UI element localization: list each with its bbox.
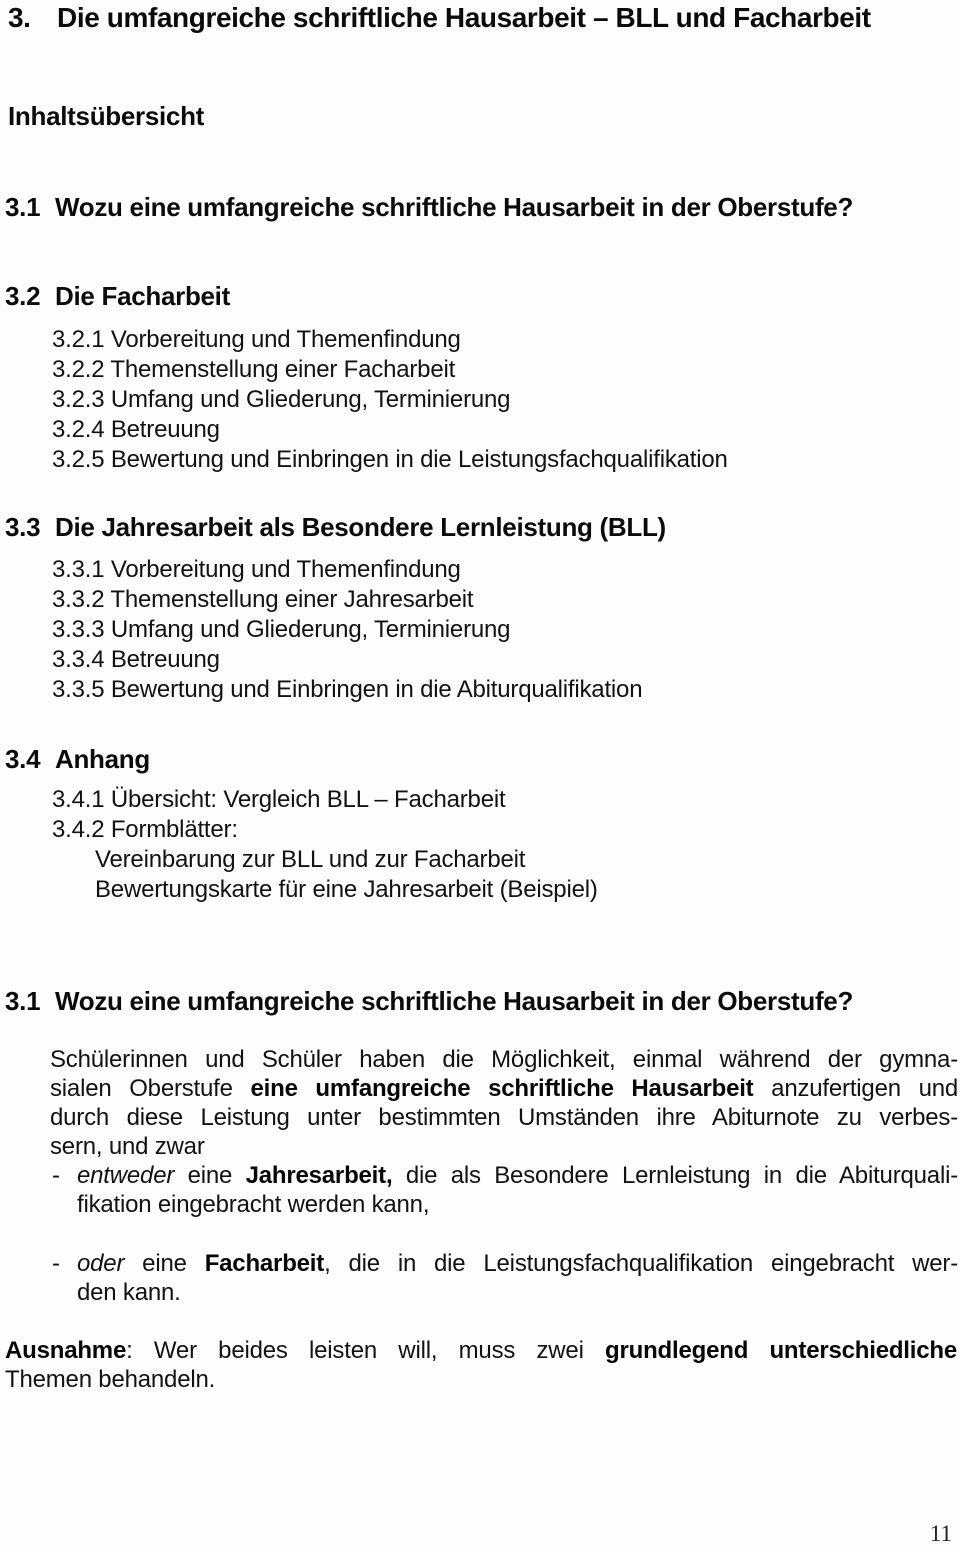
text-segment: Ausnahme: [5, 1337, 127, 1364]
text-line: [77, 1278, 958, 1307]
text-segment: Facharbeit: [204, 1250, 325, 1277]
toc-item: 3.2.1 Vorbereitung und Themenfindung: [52, 326, 461, 353]
text-segment: , die in die Leistungsfachqualifikation eingebracht wer-: [324, 1250, 958, 1277]
toc-item: 3.3.4 Betreuung: [52, 646, 220, 673]
section-heading-number: 3.1: [5, 986, 41, 1016]
text-line: [5, 1365, 957, 1394]
text-segment: die als Besondere Lernleistung in die Abiturquali-: [392, 1162, 958, 1189]
text-segment: fikation eingebracht werden kann,: [77, 1191, 430, 1218]
text-line: [5, 1336, 957, 1365]
text-segment: grundlegend unterschiedliche: [605, 1337, 957, 1364]
toc-section-title: Die Jahresarbeit als Besondere Lernleistung (BLL): [55, 512, 666, 542]
toc-heading: Inhaltsübersicht: [8, 101, 205, 131]
toc-item: 3.2.3 Umfang und Gliederung, Terminierung: [52, 386, 511, 413]
bullet-text: [77, 1161, 958, 1219]
text-line: [77, 1190, 958, 1219]
text-segment: Themen behandeln.: [5, 1366, 216, 1393]
toc-subitems-3-4: [95, 845, 955, 905]
toc-section-title: Wozu eine umfangreiche schriftliche Hausarbeit in der Oberstufe?: [55, 192, 854, 222]
bullet-text: [77, 1249, 958, 1307]
bullet-marker: -: [52, 1250, 60, 1277]
toc-section-number: 3.4: [5, 744, 41, 774]
text-segment: eine: [174, 1162, 246, 1189]
toc-section-heading-3-1: [0, 194, 960, 221]
toc-item: 3.2.2 Themenstellung einer Facharbeit: [52, 356, 456, 383]
main-heading-text: Die umfangreiche schriftliche Hausarbeit – BLL und Facharbeit: [57, 2, 871, 33]
toc-subitem: Vereinbarung zur BLL und zur Facharbeit: [95, 846, 526, 873]
section-heading-title: Wozu eine umfangreiche schriftliche Hausarbeit in der Oberstufe?: [55, 986, 854, 1016]
text-segment: : Wer beides leisten will, muss zwei: [126, 1337, 606, 1364]
text-segment: sialen Oberstufe: [50, 1075, 251, 1102]
page-number: 11: [929, 1521, 952, 1546]
text-segment: Schülerinnen und Schüler haben die Möglichkeit, einmal während der gymna-: [50, 1046, 958, 1073]
toc-item: 3.4.2 Formblätter:: [52, 816, 238, 843]
text-segment: den kann.: [77, 1279, 181, 1306]
text-line: [50, 1074, 958, 1103]
intro-paragraph: [50, 1045, 958, 1161]
toc-section-heading-3-3: [0, 514, 960, 541]
text-segment: anzufertigen und: [753, 1075, 959, 1102]
toc-section-title: Anhang: [55, 744, 150, 774]
main-heading: [0, 3, 960, 32]
text-segment: eine: [124, 1250, 205, 1277]
toc-subitem: Bewertungskarte für eine Jahresarbeit (Beispiel): [95, 876, 598, 903]
text-line: [50, 1132, 958, 1161]
main-heading-number: 3.: [8, 2, 31, 33]
text-segment: sern, und zwar: [50, 1133, 205, 1160]
bullet-item-facharbeit: [50, 1249, 958, 1307]
toc-section-number: 3.3: [5, 512, 41, 542]
toc-item: 3.2.4 Betreuung: [52, 416, 220, 443]
section-heading: [0, 988, 960, 1015]
toc-item: 3.3.3 Umfang und Gliederung, Terminierung: [52, 616, 511, 643]
exception-paragraph: [5, 1336, 957, 1394]
toc-section-title: Die Facharbeit: [55, 281, 230, 311]
text-line: [50, 1103, 958, 1132]
text-segment: durch diese Leistung unter bestimmten Umständen ihre Abiturnote zu verbes-: [50, 1104, 958, 1131]
text-segment: entweder: [77, 1162, 175, 1189]
text-line: [50, 1045, 958, 1074]
toc-section-heading-3-2: [0, 283, 960, 310]
toc-item: 3.3.2 Themenstellung einer Jahresarbeit: [52, 586, 474, 613]
bullet-item-jahresarbeit: [50, 1161, 958, 1219]
toc-item: 3.3.5 Bewertung und Einbringen in die Abiturqualifikation: [52, 676, 643, 703]
bullet-marker: -: [52, 1162, 60, 1189]
text-line: [77, 1249, 958, 1278]
text-line: [77, 1161, 958, 1190]
text-segment: eine umfangreiche schriftliche Hausarbeit: [250, 1075, 754, 1102]
toc-item: 3.4.1 Übersicht: Vergleich BLL – Facharbeit: [52, 786, 506, 813]
toc-item: 3.3.1 Vorbereitung und Themenfindung: [52, 556, 461, 583]
toc-section-heading-3-4: [0, 746, 960, 773]
toc-item: 3.2.5 Bewertung und Einbringen in die Leistungsfachqualifikation: [52, 446, 728, 473]
toc-items-3-4: [52, 785, 952, 845]
toc-section-number: 3.2: [5, 281, 41, 311]
text-segment: Jahresarbeit,: [245, 1162, 393, 1189]
toc-section-number: 3.1: [5, 192, 41, 222]
text-segment: oder: [77, 1250, 125, 1277]
toc-items-3-2: [52, 325, 952, 475]
toc-items-3-3: [52, 555, 952, 705]
